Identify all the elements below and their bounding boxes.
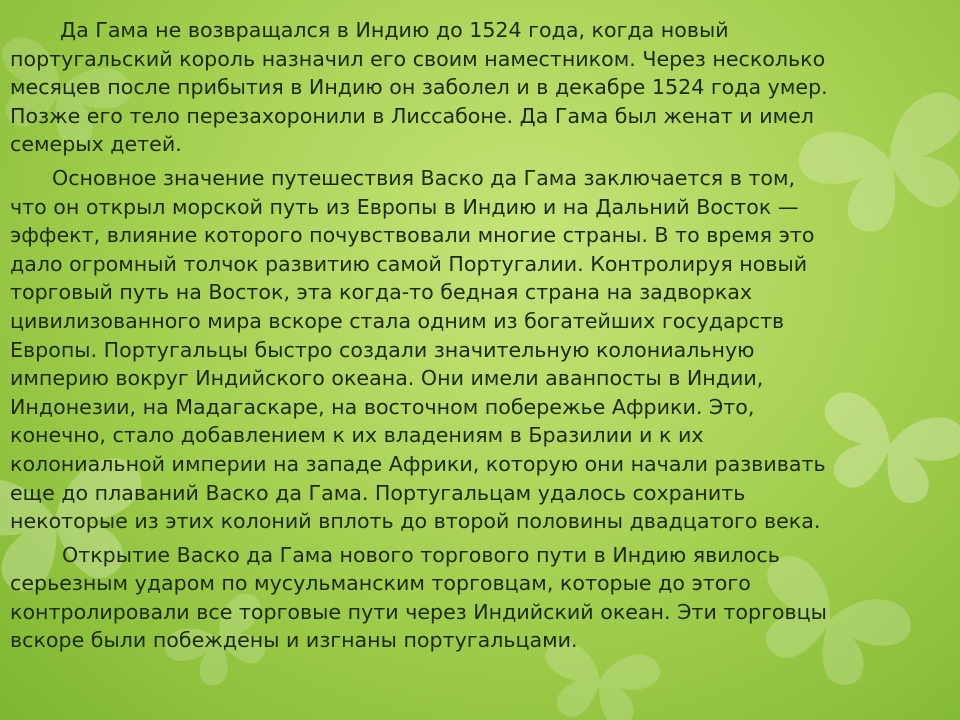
text-line: дало огромный толчок развитию самой Португалии. Контролируя новый (10, 251, 808, 276)
text-line: конечно, стало добавлением к их владениям в Бразилии и к их (10, 423, 704, 448)
text-line: Индонезии, на Мадагаскаре, на восточном побережье Африки. Это, (10, 394, 755, 419)
slide-body-text (10, 16, 950, 655)
text-line: португальский король назначил его своим наместником. Через несколько (10, 46, 826, 71)
paragraph-3 (10, 541, 950, 655)
text-line: Европы. Португальцы быстро создали значительную колониальную (10, 337, 755, 362)
text-line: колониальной империи на западе Африки, которую они начали развивать (10, 451, 826, 476)
text-line: Да Гама не возвращался в Индию до 1524 года, когда новый (60, 18, 729, 42)
text-line: Открытие Васко да Гама нового торгового пути в Индию явилось (62, 542, 780, 567)
text-line: империю вокруг Индийского океана. Они имели аванпосты в Индии, (10, 366, 764, 391)
text-line: эффект, влияние которого почувствовали многие страны. В то время это (10, 223, 815, 248)
text-line: цивилизованного мира вскоре стала одним из богатейших государств (10, 308, 785, 333)
text-line: некоторые из этих колоний вплоть до второй половины двадцатого века. (10, 509, 821, 534)
paragraph-1 (10, 16, 950, 159)
text-line: семерых детей. (10, 132, 182, 157)
text-line: месяцев после прибытия в Индию он заболел и в декабре 1524 года умер. (10, 75, 828, 100)
paragraph-2 (10, 164, 950, 536)
text-line: контролировали все торговые пути через Индийский океан. Эти торговцы (10, 599, 827, 624)
text-line: торговый путь на Восток, эта когда-то бедная страна на задворках (10, 280, 753, 305)
text-line: что он открыл морской путь из Европы в Индию и на Дальний Восток — (10, 194, 799, 219)
text-line: Позже его тело перезахоронили в Лиссабоне. Да Гама был женат и имел (10, 103, 814, 128)
text-line: вскоре были побеждены и изгнаны португальцами. (10, 628, 578, 653)
text-line: Основное значение путешествия Васко да Гама заключается в том, (52, 165, 796, 190)
text-line: еще до плаваний Васко да Гама. Португальцам удалось сохранить (10, 480, 746, 505)
text-line: серьезным ударом по мусульманским торговцам, которые до этого (10, 571, 751, 596)
